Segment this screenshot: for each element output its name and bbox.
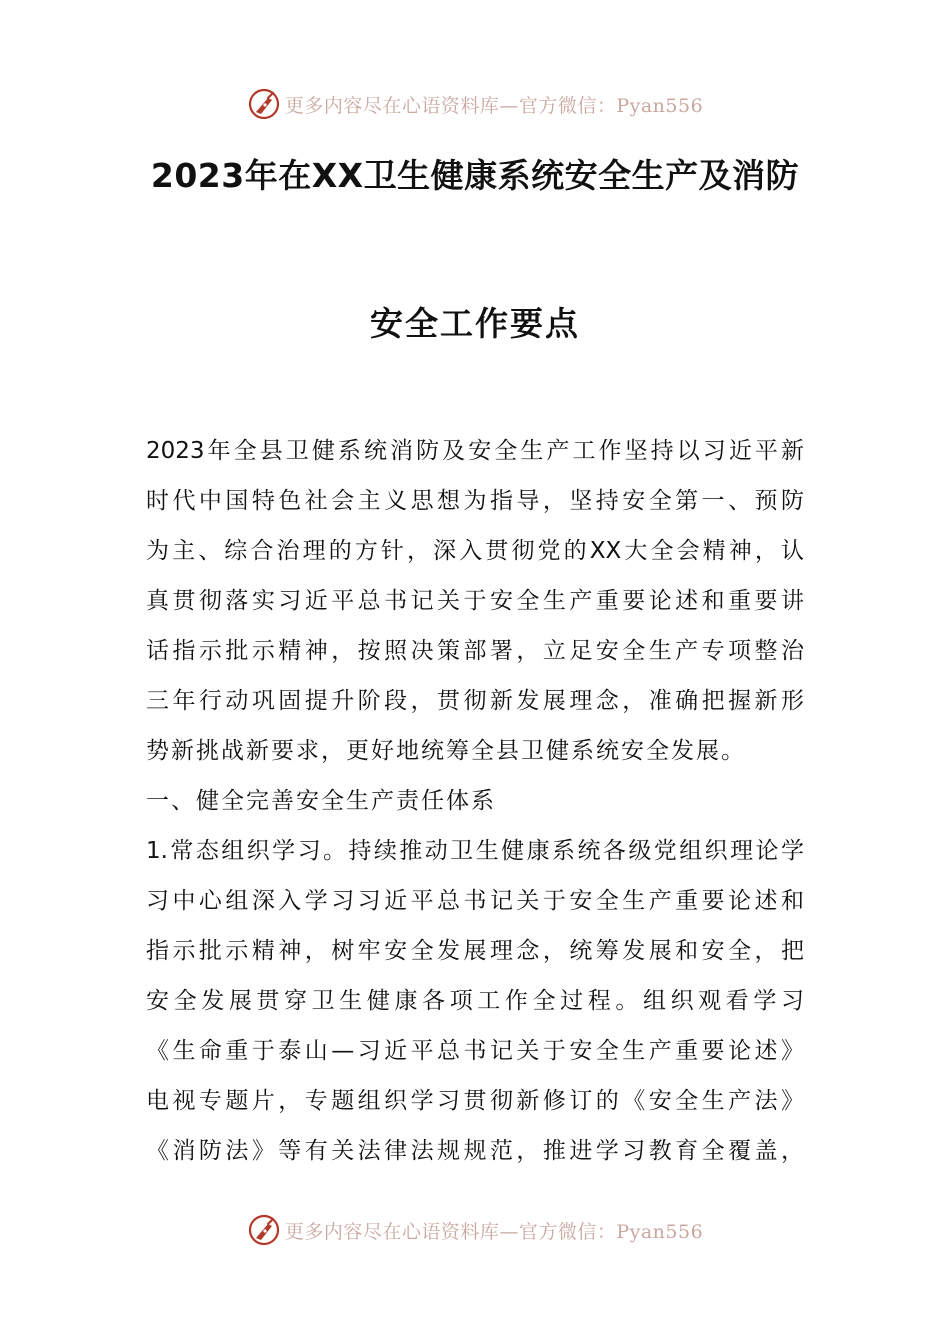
body-line: 《生命重于泰山—习近平总书记关于安全生产重要论述》	[146, 1038, 804, 1064]
pen-nib-circle-icon	[247, 87, 281, 121]
body-line: 真贯彻落实习近平总书记关于安全生产重要论述和重要讲	[146, 588, 804, 614]
body-line: 习中心组深入学习习近平总书记关于安全生产重要论述和	[146, 888, 804, 914]
document-title-line-1: 2023年在XX卫生健康系统安全生产及消防	[150, 156, 800, 195]
body-line: 指示批示精神，树牢安全发展理念，统筹发展和安全，把	[146, 938, 804, 964]
document-title-line-2: 安全工作要点	[370, 304, 580, 343]
watermark-text: 更多内容尽在心语资料库—官方微信：Pyan556	[284, 94, 704, 117]
body-line: 《消防法》等有关法律法规规范，推进学习教育全覆盖，	[146, 1138, 804, 1164]
body-line: 安全发展贯穿卫生健康各项工作全过程。组织观看学习	[146, 988, 804, 1014]
watermark-banner-bottom	[0, 1210, 950, 1250]
body-line: 话指示批示精神，按照决策部署，立足安全生产专项整治	[146, 638, 804, 664]
body-line: 时代中国特色社会主义思想为指导，坚持安全第一、预防	[146, 488, 804, 514]
body-line: 三年行动巩固提升阶段，贯彻新发展理念，准确把握新形	[146, 688, 804, 714]
body-line: 2023年全县卫健系统消防及安全生产工作坚持以习近平新	[146, 438, 804, 464]
section-heading: 一、健全完善安全生产责任体系	[146, 788, 496, 814]
watermark-banner-top	[0, 84, 950, 124]
pen-nib-circle-icon	[247, 1213, 281, 1247]
body-line: 为主、综合治理的方针，深入贯彻党的XX大全会精神，认	[146, 538, 804, 564]
watermark-text: 更多内容尽在心语资料库—官方微信：Pyan556	[284, 1220, 704, 1243]
body-line: 电视专题片，专题组织学习贯彻新修订的《安全生产法》	[146, 1088, 804, 1114]
body-line: 1.常态组织学习。持续推动卫生健康系统各级党组织理论学	[146, 838, 804, 864]
document-body	[146, 426, 804, 1176]
body-line: 势新挑战新要求，更好地统筹全县卫健系统安全发展。	[146, 738, 746, 764]
